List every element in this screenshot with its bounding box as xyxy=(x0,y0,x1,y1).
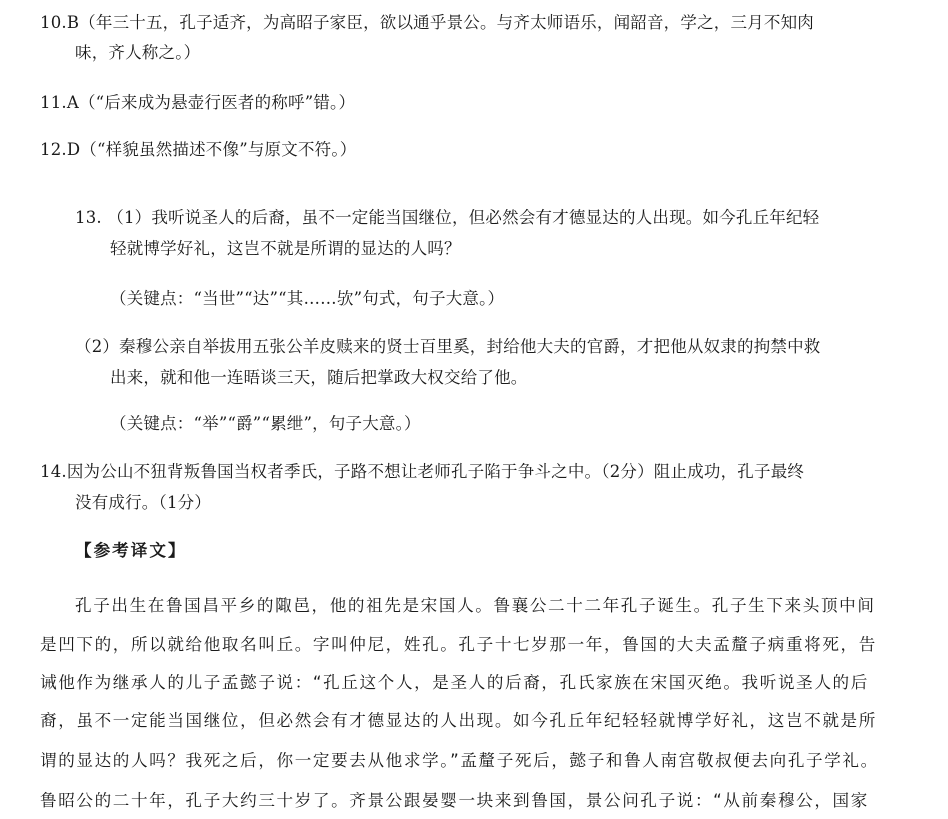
translation-line: 是凹下的，所以就给他取名叫丘。字叫仲尼，姓孔。孔子十七岁那一年，鲁国的大夫孟釐子病重将死，告 xyxy=(40,635,877,654)
answer-13-1-line-2: 轻就博学好礼，这岂不就是所谓的显达的人吗？ xyxy=(110,239,461,258)
answer-14-line-2: 没有成行。（1分） xyxy=(75,493,212,512)
translation-line: 鲁昭公的二十年，孔子大约三十岁了。齐景公跟晏婴一块来到鲁国，景公问孔子说：“从前秦穆公，国家 xyxy=(40,791,869,810)
translation-line: 诫他作为继承人的儿子孟懿子说：“孔丘这个人，是圣人的后裔，孔氏家族在宋国灭绝。我听说圣人的后 xyxy=(40,673,869,692)
answer-13-2-line-1: （2）秦穆公亲自举拔用五张公羊皮赎来的贤士百里奚，封给他大夫的官爵，才把他从奴隶的拘禁中救 xyxy=(75,337,821,356)
answer-14-line-1: 14.因为公山不狃背叛鲁国当权者季氏，子路不想让老师孔子陷于争斗之中。（2分）阻止成功，孔子最终 xyxy=(40,462,805,481)
answer-11: 11.A（“后来成为悬壶行医者的称呼”错。） xyxy=(40,93,356,112)
translation-heading: 【参考译文】 xyxy=(75,541,187,560)
answer-13-2-keypoints: （关键点：“举”“爵”“累绁”，句子大意。） xyxy=(110,414,421,433)
answer-10-line-1: 10.B（年三十五，孔子适齐，为高昭子家臣，欲以通乎景公。与齐太师语乐，闻韶音，学之，三月不知肉 xyxy=(40,13,814,32)
answer-13-1-keypoints: （关键点：“当世”“达”“其……欤”句式，句子大意。） xyxy=(110,289,505,308)
translation-line: 孔子出生在鲁国昌平乡的陬邑，他的祖先是宋国人。鲁襄公二十二年孔子诞生。孔子生下来头顶中间 xyxy=(75,596,876,615)
answer-12: 12.D（“样貌虽然描述不像”与原文不符。） xyxy=(40,140,357,159)
answer-13-1-line-1: 13. （1）我听说圣人的后裔，虽不一定能当国继位，但必然会有才德显达的人出现。如今孔丘年纪轻 xyxy=(75,208,820,227)
translation-line: 谓的显达的人吗？我死之后，你一定要去从他求学。”孟釐子死后，懿子和鲁人南宫敬叔便去向孔子学礼。 xyxy=(40,751,879,770)
answer-10-line-2: 味，齐人称之。） xyxy=(75,43,201,62)
answer-13-2-line-2: 出来，就和他一连晤谈三天，随后把掌政大权交给了他。 xyxy=(110,368,528,387)
translation-line: 裔，虽不一定能当国继位，但必然会有才德显达的人出现。如今孔丘年纪轻轻就博学好礼，这岂不就是所 xyxy=(40,711,877,730)
